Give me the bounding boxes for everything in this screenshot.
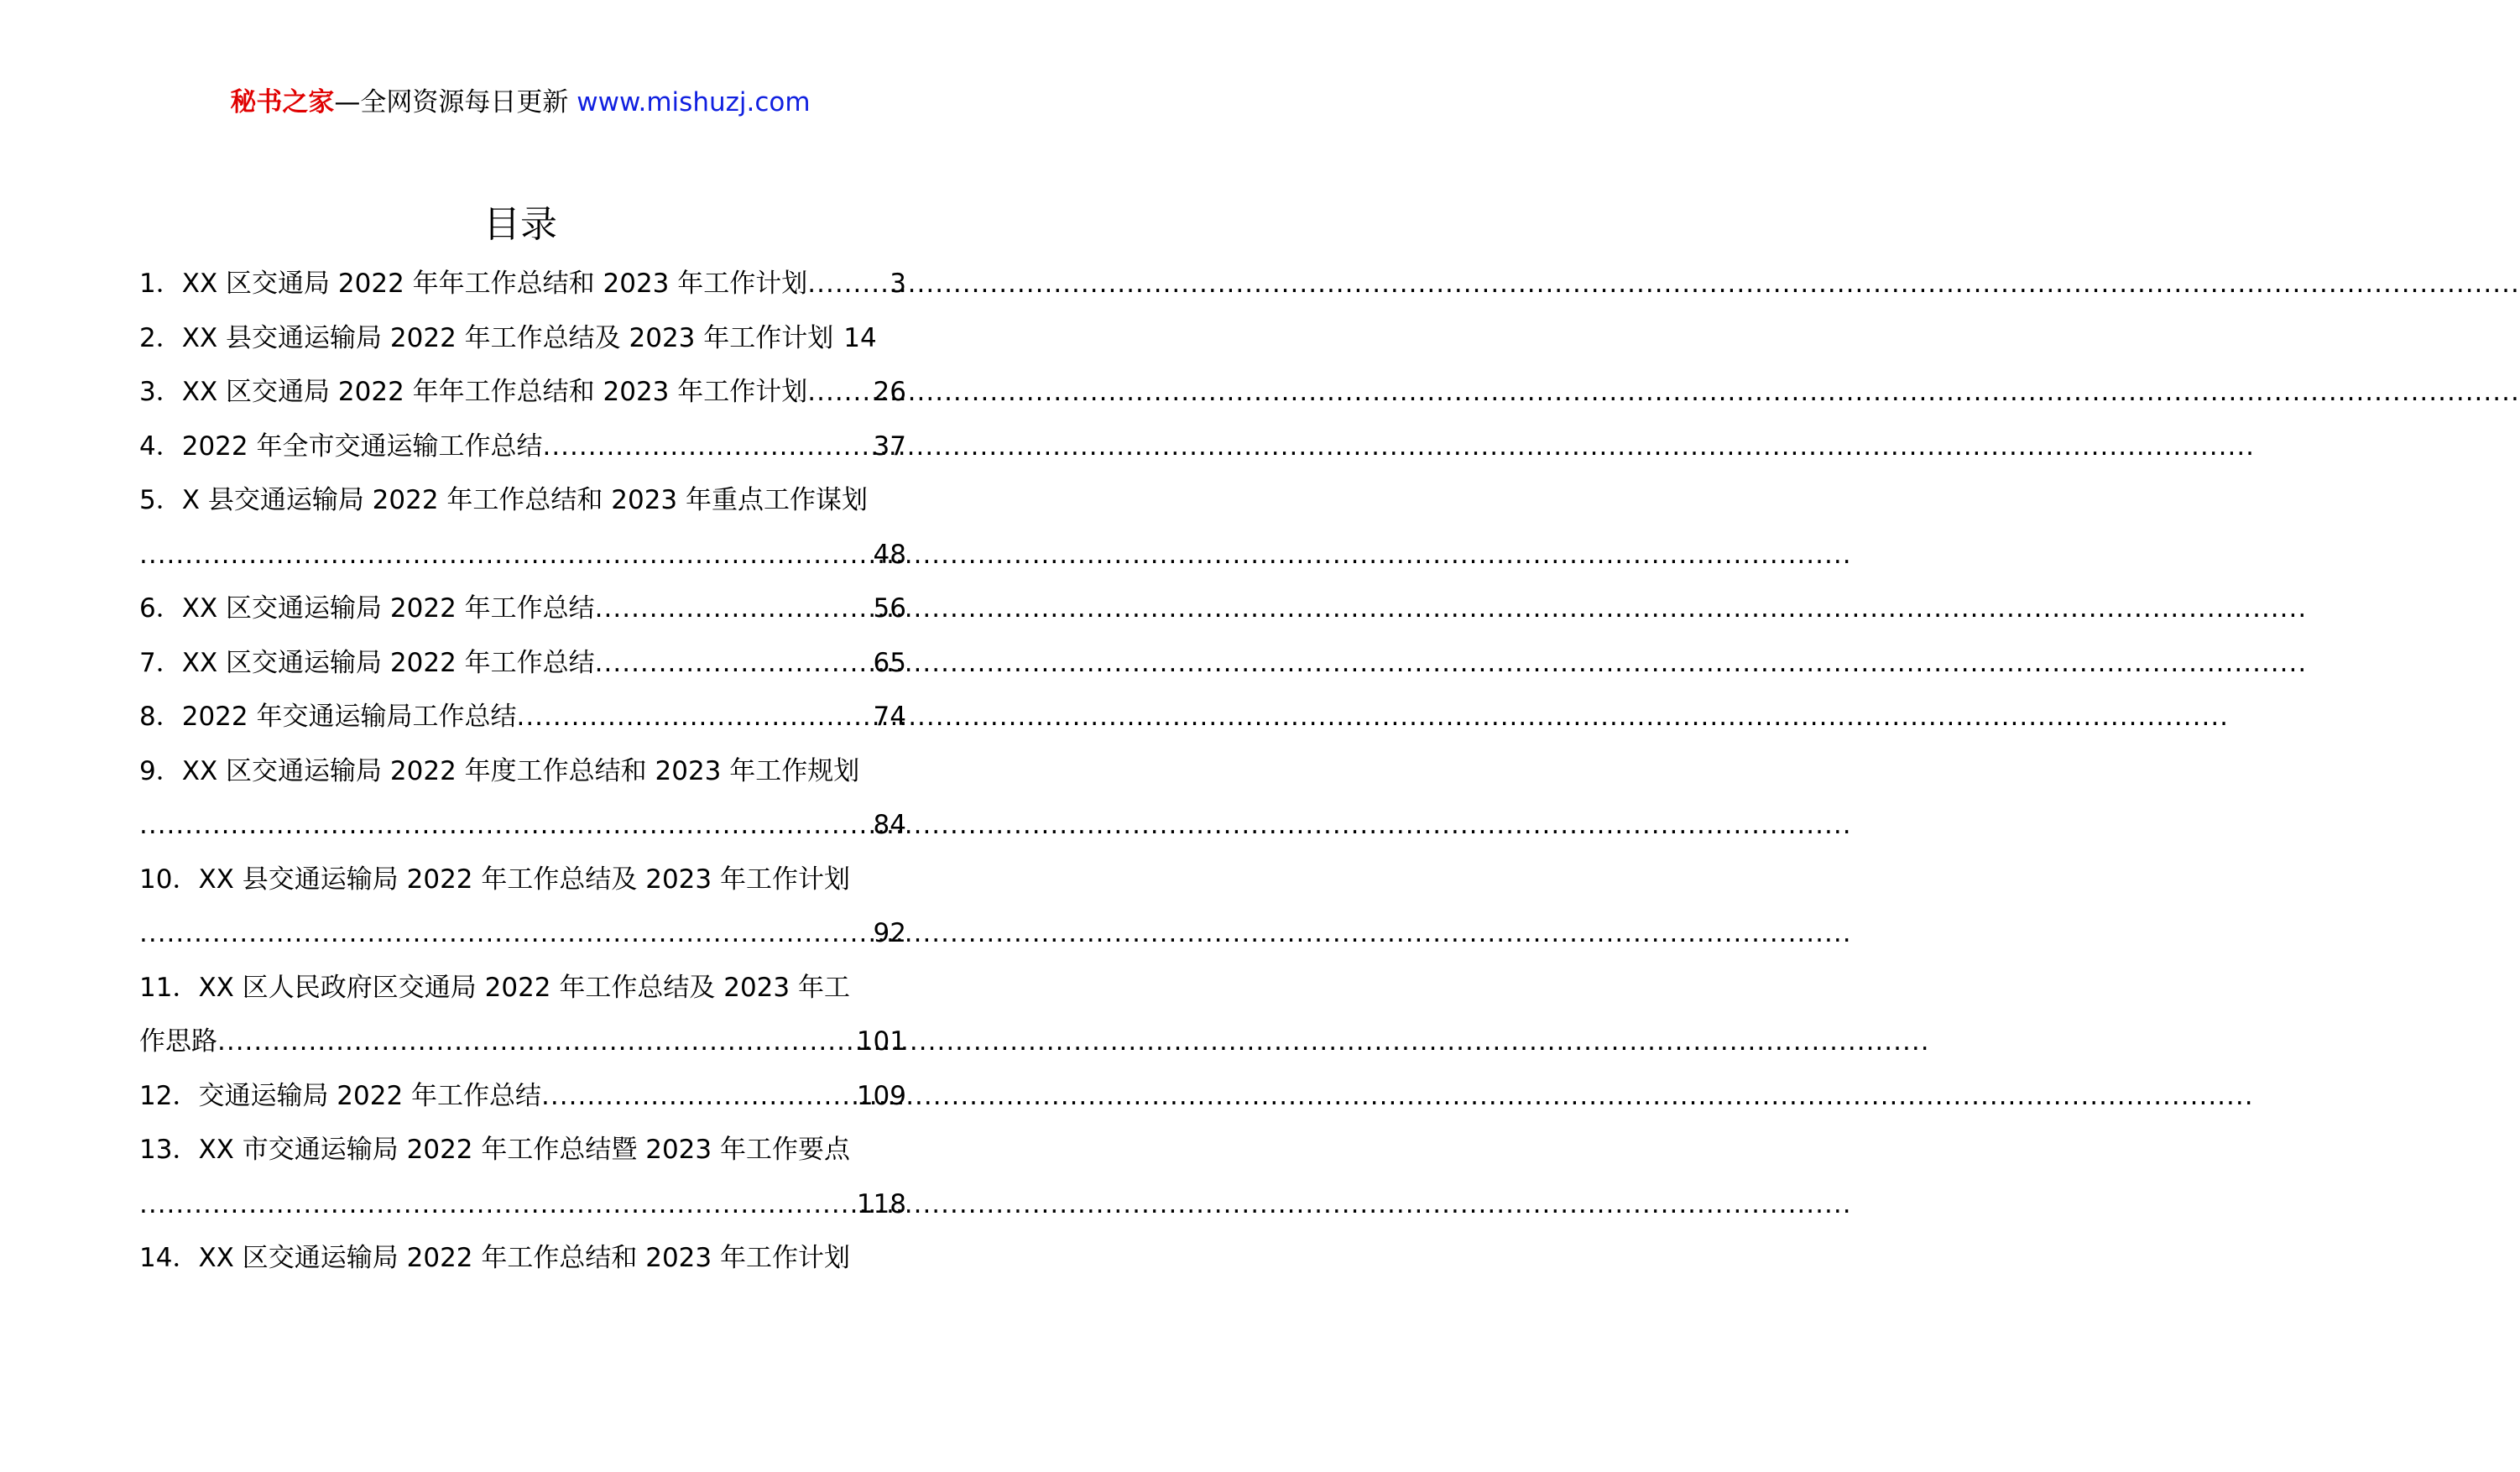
brand-name: 秘书之家: [230, 87, 335, 117]
toc-line: [139, 257, 906, 311]
dot-leader: [595, 636, 874, 691]
header-slogan: —全网资源每日更新: [334, 87, 577, 117]
toc-entry-title: 3．XX 区交通局 2022 年年工作总结和 2023 年工作计划: [139, 377, 808, 407]
dot-leader: [139, 1177, 857, 1232]
dot-leader: [139, 798, 874, 853]
toc-entry[interactable]: [139, 853, 906, 961]
toc-entry[interactable]: [139, 257, 906, 311]
toc-line: [139, 906, 906, 961]
dot-leader: [139, 528, 874, 582]
toc-entry-title: 9．XX 区交通运输局 2022 年度工作总结和 2023 年工作规划: [139, 755, 860, 786]
dot-leader: [542, 420, 873, 474]
toc-entry-title: 5．X 县交通运输局 2022 年工作总结和 2023 年重点工作谋划: [139, 485, 869, 515]
toc-entry[interactable]: [139, 473, 906, 582]
toc-line: [139, 1069, 906, 1124]
toc-line: [139, 690, 906, 744]
toc-entry[interactable]: [139, 365, 906, 420]
toc-page-number: 65: [873, 647, 906, 678]
toc-line: [139, 744, 906, 799]
toc-entry[interactable]: [139, 961, 906, 1069]
toc-entry-title: 11．XX 区人民政府区交通局 2022 年工作总结及 2023 年工: [139, 972, 850, 1003]
toc-entry[interactable]: [139, 311, 906, 366]
toc-line: [139, 853, 906, 907]
toc-page-number: 37: [873, 431, 906, 462]
site-url-link[interactable]: www.mishuzj.com: [577, 87, 811, 117]
dot-leader: [807, 365, 873, 420]
toc-entry[interactable]: [139, 1123, 906, 1231]
toc-entry[interactable]: [139, 1069, 906, 1124]
dot-leader: [595, 582, 874, 636]
toc-entry-title: 8．2022 年交通运输局工作总结: [139, 702, 517, 732]
toc-line: [139, 636, 906, 691]
toc-line: [139, 1015, 906, 1069]
toc-page-number: 84: [873, 810, 906, 840]
toc-entry-title: 12．交通运输局 2022 年工作总结: [139, 1080, 542, 1111]
toc-page-number: 3: [890, 269, 906, 299]
toc-line: [139, 961, 906, 1015]
toc-entry[interactable]: [139, 744, 906, 853]
toc-page-number: 74: [873, 702, 906, 732]
dot-leader: [541, 1069, 857, 1124]
toc-entry-title: 14．XX 区交通运输局 2022 年工作总结和 2023 年工作计划: [139, 1243, 850, 1273]
toc-line: [139, 1123, 906, 1177]
toc-line: [139, 1177, 906, 1232]
toc-line: [139, 1231, 906, 1286]
toc-entry[interactable]: [139, 690, 906, 744]
toc-entry[interactable]: [139, 1231, 906, 1286]
toc-page-number: 92: [873, 918, 906, 948]
toc-line: [139, 420, 906, 474]
toc-page-number: 14: [843, 322, 877, 353]
toc-entry-title: 1．XX 区交通局 2022 年年工作总结和 2023 年工作计划: [139, 269, 808, 299]
toc-entry-title: 作思路: [139, 1026, 217, 1057]
toc-line: [139, 528, 906, 582]
toc-entry-title: 2．XX 县交通运输局 2022 年工作总结及 2023 年工作计划: [139, 322, 834, 353]
toc-page-number: 101: [856, 1026, 906, 1057]
toc-page-number: 109: [856, 1080, 906, 1111]
table-of-contents: [139, 257, 906, 1286]
toc-entry-title: 4．2022 年全市交通运输工作总结: [139, 431, 543, 462]
toc-page-number: 48: [873, 539, 906, 570]
dot-leader: [807, 257, 890, 311]
toc-line: [139, 473, 906, 528]
toc-entry[interactable]: [139, 582, 906, 636]
toc-entry-title: 7．XX 区交通运输局 2022 年工作总结: [139, 647, 595, 678]
dot-leader: [217, 1015, 857, 1069]
toc-entry-title: 10．XX 县交通运输局 2022 年工作总结及 2023 年工作计划: [139, 864, 850, 895]
toc-line: [139, 311, 906, 366]
toc-line: [139, 798, 906, 853]
toc-entry[interactable]: [139, 420, 906, 474]
toc-page-number: 118: [856, 1188, 906, 1219]
toc-line: [139, 582, 906, 636]
dot-leader: [139, 906, 874, 961]
toc-page-number: 56: [873, 593, 906, 624]
toc-entry-title: 13．XX 市交通运输局 2022 年工作总结暨 2023 年工作要点: [139, 1135, 850, 1165]
toc-page-number: 26: [873, 377, 906, 407]
toc-line: [139, 365, 906, 420]
site-header: [0, 84, 1041, 121]
toc-entry[interactable]: [139, 636, 906, 691]
dot-leader: [516, 690, 873, 744]
page-title: 目录: [483, 203, 557, 246]
toc-entry-title: 6．XX 区交通运输局 2022 年工作总结: [139, 593, 595, 624]
